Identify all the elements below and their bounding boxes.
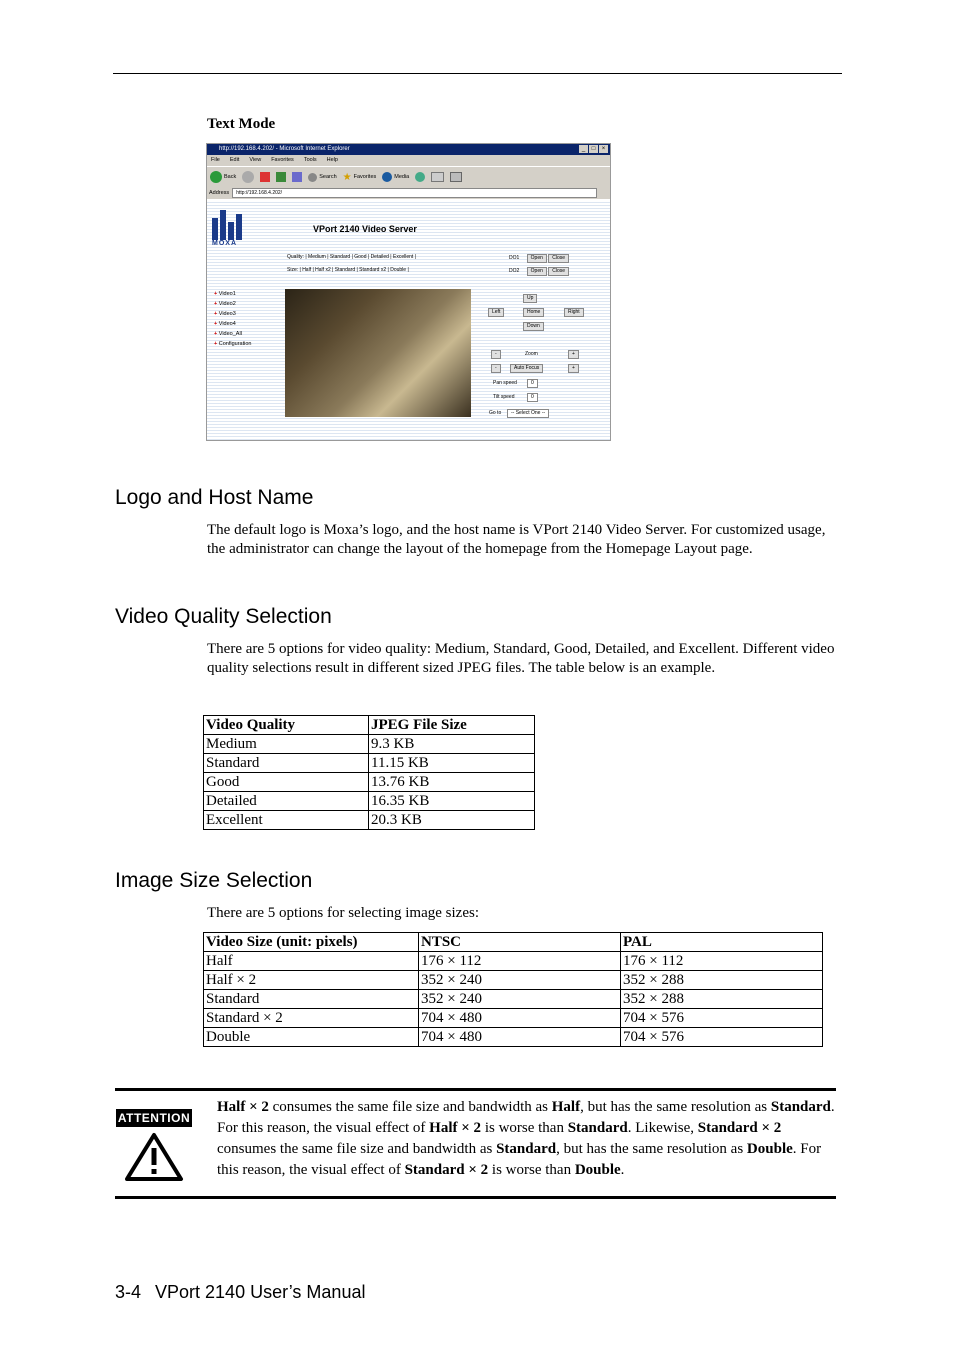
go-to-select[interactable]: -- Select One -- — [507, 409, 549, 418]
nav-video4[interactable]: + Video4 — [214, 319, 251, 329]
nav-video-all[interactable]: + Video_All — [214, 329, 251, 339]
zoom-plus-button[interactable]: + — [568, 350, 579, 359]
window-title-bar — [207, 144, 610, 155]
table-header-row — [204, 933, 823, 952]
table-row — [204, 971, 823, 990]
do1-row — [509, 254, 569, 263]
table-row — [204, 754, 535, 773]
focus-minus-button[interactable]: - — [491, 364, 501, 373]
zoom-minus-button[interactable]: - — [491, 350, 501, 359]
do1-label: DO1 — [509, 255, 520, 261]
address-bar — [207, 187, 610, 199]
table-row — [204, 735, 535, 754]
nav-video1[interactable]: + Video1 — [214, 289, 251, 299]
table-cell: Excellent — [204, 811, 369, 830]
tilt-speed-label: Tilt speed — [493, 394, 515, 400]
table-cell: 13.76 KB — [369, 773, 535, 792]
table-cell: 704 × 576 — [621, 1028, 823, 1047]
ptz-right-button[interactable]: Right — [564, 308, 584, 317]
table-cell: Standard × 2 — [204, 1009, 419, 1028]
menu-edit[interactable]: Edit — [229, 157, 240, 163]
host-name: VPort 2140 Video Server — [313, 224, 417, 234]
table-header-cell: PAL — [621, 933, 823, 952]
table-row — [204, 811, 535, 830]
table-cell: 352 × 288 — [621, 971, 823, 990]
table-cell: 16.35 KB — [369, 792, 535, 811]
quality-table — [203, 715, 535, 830]
logo-text: MOXA — [212, 240, 237, 247]
table-header-row — [204, 716, 535, 735]
menu-view[interactable]: View — [249, 157, 262, 163]
section-text-logo: The default logo is Moxa’s logo, and the host name is VPort 2140 Video Server. For customized usage, the administrator can change the layout of the homepage from the Homepage Layout page. — [207, 522, 826, 557]
table-cell: 352 × 240 — [419, 971, 621, 990]
focus-plus-button[interactable]: + — [568, 364, 579, 373]
video-nav — [214, 289, 251, 349]
window-title: http://192.168.4.202/ - Microsoft Internet Explorer — [219, 146, 350, 152]
section-text-quality: There are 5 options for video quality: Medium, Standard, Good, Detailed, and Excellent. Different video quality selections result in different sized JPEG files. The table below is an example. — [207, 641, 835, 676]
do1-close-button[interactable]: Close — [548, 254, 569, 263]
table-cell: 704 × 576 — [621, 1009, 823, 1028]
ptz-home-button[interactable]: Home — [523, 308, 544, 317]
media-button[interactable]: Media — [382, 172, 409, 182]
table-cell: 176 × 112 — [621, 952, 823, 971]
go-to-label: Go to — [489, 410, 502, 416]
do1-open-button[interactable]: Open — [527, 254, 547, 263]
nav-video2[interactable]: + Video2 — [214, 299, 251, 309]
quality-links[interactable]: Quality: | Medium | Standard | Good | Detailed | Excellent | — [287, 254, 416, 260]
search-icon — [308, 173, 317, 182]
back-button[interactable]: Back — [210, 171, 236, 183]
figure-caption: Text Mode — [207, 116, 276, 132]
ptz-down-button[interactable]: Down — [523, 322, 544, 331]
mail-icon[interactable] — [431, 172, 444, 182]
table-cell: 352 × 240 — [419, 990, 621, 1009]
table-header-cell: Video Size (unit: pixels) — [204, 933, 419, 952]
table-row — [204, 1009, 823, 1028]
size-table — [203, 932, 823, 1047]
size-links[interactable]: Size: | Half | Half x2 | Standard | Standard x2 | Double | — [287, 267, 409, 273]
table-cell: 704 × 480 — [419, 1028, 621, 1047]
web-page — [207, 200, 610, 440]
table-row — [204, 952, 823, 971]
table-cell: Half × 2 — [204, 971, 419, 990]
table-cell: Standard — [204, 754, 369, 773]
section-title-logo: Logo and Host Name — [115, 486, 314, 509]
do2-label: DO2 — [509, 268, 520, 274]
address-input[interactable]: http://192.168.4.202/ — [232, 188, 597, 198]
manual-title: VPort 2140 User’s Manual — [155, 1282, 366, 1302]
table-cell: 11.15 KB — [369, 754, 535, 773]
section-text-size: There are 5 options for selecting image sizes: — [207, 905, 479, 921]
ptz-up-button[interactable]: Up — [523, 294, 537, 303]
table-row — [204, 773, 535, 792]
auto-focus-button[interactable]: Auto Focus — [510, 364, 543, 373]
table-row — [204, 990, 823, 1009]
table-cell: Double — [204, 1028, 419, 1047]
attention-rule-bottom — [115, 1196, 836, 1199]
section-title-quality: Video Quality Selection — [115, 605, 332, 628]
table-header-cell: NTSC — [419, 933, 621, 952]
favorites-button[interactable]: ★ Favorites — [342, 171, 377, 183]
table-cell: Good — [204, 773, 369, 792]
back-arrow-icon — [210, 171, 222, 183]
pan-speed-select[interactable]: 0 — [527, 379, 538, 388]
do2-open-button[interactable]: Open — [527, 267, 547, 276]
table-cell: 176 × 112 — [419, 952, 621, 971]
header-rule — [113, 73, 842, 74]
table-header-cell: Video Quality — [204, 716, 369, 735]
nav-configuration[interactable]: + Configuration — [214, 339, 251, 349]
print-icon[interactable] — [450, 172, 462, 182]
address-label: Address — [209, 190, 230, 196]
nav-video3[interactable]: + Video3 — [214, 309, 251, 319]
table-cell: 352 × 288 — [621, 990, 823, 1009]
table-cell: Medium — [204, 735, 369, 754]
page-footer — [115, 1282, 365, 1303]
forward-arrow-icon[interactable] — [242, 171, 254, 183]
stop-icon[interactable] — [260, 172, 270, 182]
home-icon[interactable] — [292, 172, 302, 182]
media-icon — [382, 172, 392, 182]
menu-favorites[interactable]: Favorites — [271, 157, 294, 163]
zoom-label: Zoom — [525, 351, 538, 357]
star-icon: ★ — [342, 171, 352, 183]
minimize-icon[interactable]: _ — [579, 145, 588, 153]
table-row — [204, 792, 535, 811]
page-number: 3-4 — [115, 1282, 142, 1302]
menu-tools[interactable]: Tools — [303, 157, 317, 163]
menu-help[interactable]: Help — [326, 157, 338, 163]
pan-speed-label: Pan speed — [493, 380, 517, 386]
tilt-speed-select[interactable]: 0 — [527, 393, 538, 402]
history-icon[interactable] — [415, 172, 425, 182]
close-icon[interactable]: × — [599, 145, 608, 153]
moxa-logo — [212, 210, 250, 252]
maximize-icon[interactable]: □ — [589, 145, 598, 153]
browser-screenshot — [206, 143, 611, 441]
table-header-cell: JPEG File Size — [369, 716, 535, 735]
attention-rule-top — [115, 1088, 836, 1091]
video-image — [285, 289, 471, 417]
menu-file[interactable]: File — [211, 157, 220, 163]
warning-triangle-icon — [124, 1132, 184, 1182]
table-cell: 9.3 KB — [369, 735, 535, 754]
table-row — [204, 1028, 823, 1047]
search-button[interactable]: Search — [308, 173, 336, 182]
menu-bar — [207, 155, 610, 166]
table-cell: 20.3 KB — [369, 811, 535, 830]
do2-row — [509, 267, 569, 276]
table-cell: Half — [204, 952, 419, 971]
do2-close-button[interactable]: Close — [548, 267, 569, 276]
refresh-icon[interactable] — [276, 172, 286, 182]
ptz-left-button[interactable]: Left — [488, 308, 504, 317]
table-cell: Detailed — [204, 792, 369, 811]
table-cell: Standard — [204, 990, 419, 1009]
attention-text: Half × 2 consumes the same file size and bandwidth as Half, but has the same resolution as Standard. For this reason, the visual effect of Half × 2 is worse than Standard. Likewise, Standard × 2 consumes the same file size and bandwidth as Standard, but has the same resolution as Double. For this reason, the visual effect of Standard × 2 is worse than Double. — [217, 1099, 835, 1178]
attention-label: ATTENTION — [117, 1111, 191, 1125]
toolbar — [207, 166, 610, 187]
section-title-size: Image Size Selection — [115, 869, 313, 892]
table-cell: 704 × 480 — [419, 1009, 621, 1028]
